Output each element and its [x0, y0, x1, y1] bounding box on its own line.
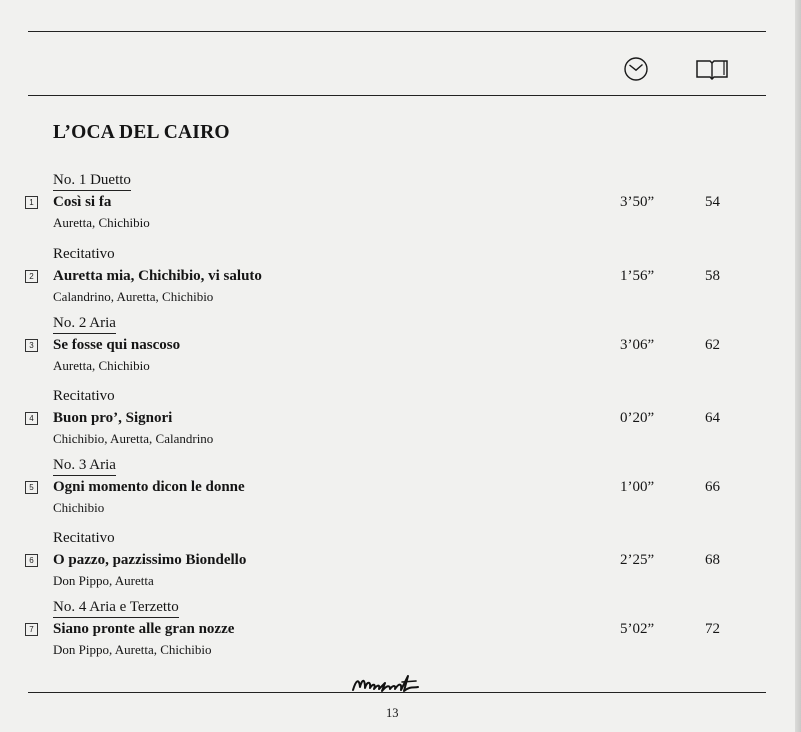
track-duration: 5’02”: [620, 621, 655, 637]
work-title: L’OCA DEL CAIRO: [53, 122, 230, 143]
track-title: O pazzo, pazzissimo Biondello: [53, 552, 247, 568]
track-title: Se fosse qui nascoso: [53, 337, 181, 353]
track-duration: 1’56”: [620, 268, 655, 284]
track-page: 72: [705, 621, 720, 637]
section-heading: No. 3 Aria: [53, 456, 116, 476]
book-icon: [695, 58, 729, 80]
section-heading: Recitativo: [53, 388, 115, 404]
track-number-box: 3: [25, 339, 38, 352]
section-heading: Recitativo: [53, 246, 115, 262]
track-number-box: 5: [25, 481, 38, 494]
track-page: 64: [705, 410, 720, 426]
top-rule: [28, 31, 766, 32]
track-duration: 2’25”: [620, 552, 655, 568]
section-heading: No. 1 Duetto: [53, 171, 131, 191]
track-number-box: 2: [25, 270, 38, 283]
track-duration: 3’50”: [620, 194, 655, 210]
track-performers: Chichibio, Auretta, Calandrino: [53, 431, 214, 446]
track-performers: Auretta, Chichibio: [53, 358, 150, 373]
track-performers: Chichibio: [53, 500, 105, 515]
track-duration: 3’06”: [620, 337, 655, 353]
track-title: Auretta mia, Chichibio, vi saluto: [53, 268, 262, 284]
track-page: 54: [705, 194, 720, 210]
track-number-box: 1: [25, 196, 38, 209]
footer-rule: [28, 692, 766, 693]
section-heading: Recitativo: [53, 530, 115, 546]
track-performers: Calandrino, Auretta, Chichibio: [53, 289, 214, 304]
track-number-box: 7: [25, 623, 38, 636]
track-page: 58: [705, 268, 720, 284]
track-title: Ogni momento dicon le donne: [53, 479, 245, 495]
track-title: Buon pro’, Signori: [53, 410, 173, 426]
track-title: Siano pronte alle gran nozze: [53, 621, 235, 637]
track-number-box: 6: [25, 554, 38, 567]
track-title: Così si fa: [53, 194, 112, 210]
track-number-box: 4: [25, 412, 38, 425]
section-heading: No. 4 Aria e Terzetto: [53, 598, 179, 618]
track-page: 66: [705, 479, 720, 495]
track-performers: Don Pippo, Auretta: [53, 573, 154, 588]
clock-icon: [623, 56, 649, 82]
mozart-signature: [350, 670, 440, 698]
track-duration: 0’20”: [620, 410, 655, 426]
track-page: 62: [705, 337, 720, 353]
page-edge: [795, 0, 801, 732]
track-page: 68: [705, 552, 720, 568]
header-rule: [28, 95, 766, 96]
track-performers: Don Pippo, Auretta, Chichibio: [53, 642, 212, 657]
track-performers: Auretta, Chichibio: [53, 215, 150, 230]
track-duration: 1’00”: [620, 479, 655, 495]
page-number: 13: [386, 706, 399, 720]
section-heading: No. 2 Aria: [53, 314, 116, 334]
